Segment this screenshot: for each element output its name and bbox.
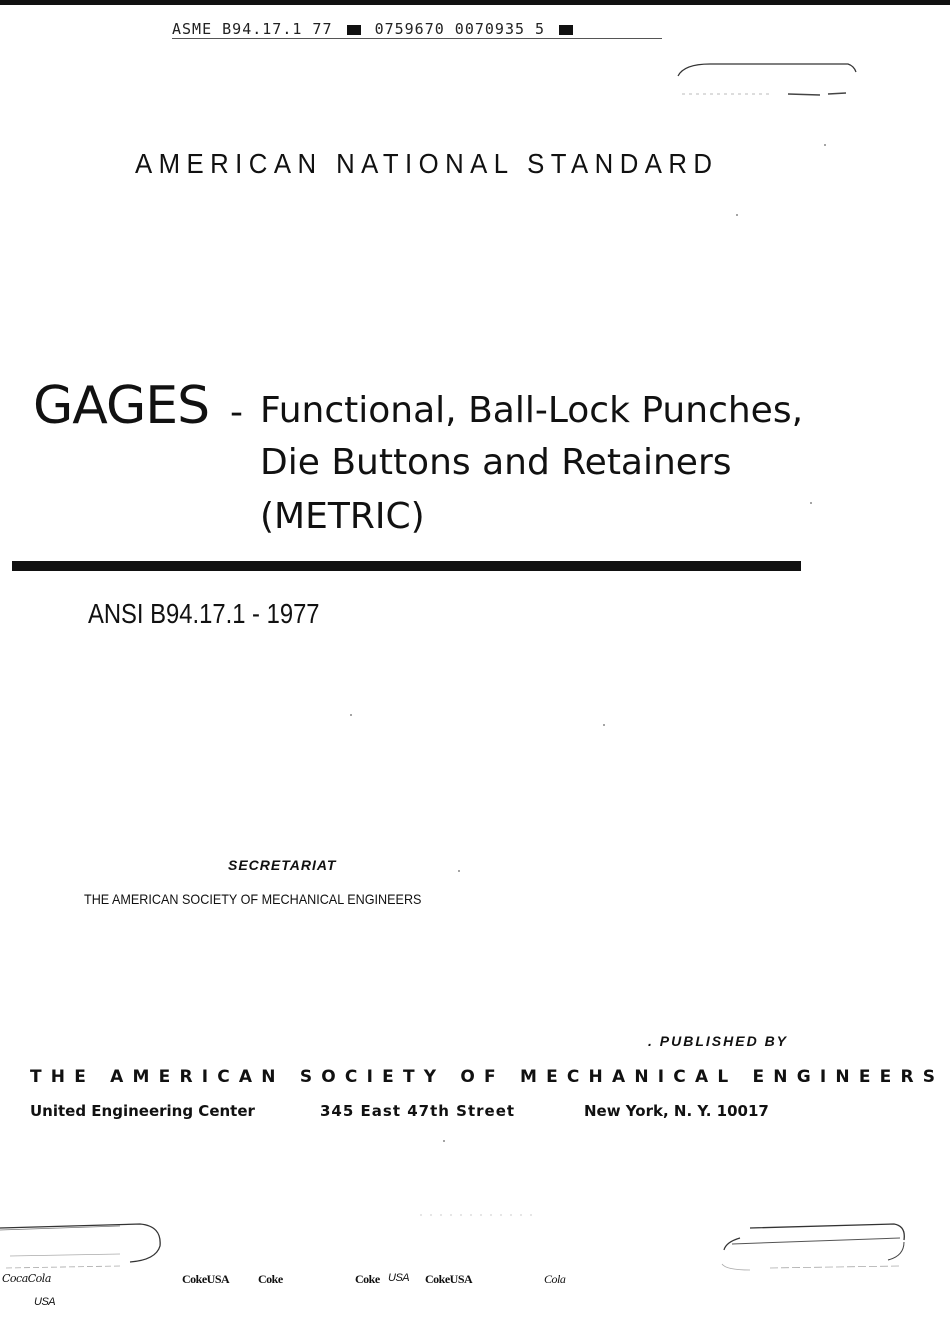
title-dash: - (230, 392, 243, 433)
address-city: New York, N. Y. 10017 (584, 1102, 769, 1120)
top-rule (0, 0, 950, 5)
title-line-1: Functional, Ball-Lock Punches, (260, 390, 804, 431)
footer-word-cokeusa-2: CokeUSA (425, 1272, 473, 1286)
scan-artifact-top-right (670, 58, 860, 103)
footer-brand-sub: USA (34, 1296, 56, 1308)
footer-word-cola: Cola (544, 1272, 566, 1286)
black-block-mark (347, 25, 361, 35)
scan-dot (736, 214, 738, 216)
publisher-name: THE AMERICAN SOCIETY OF MECHANICAL ENGINEERS (30, 1067, 945, 1087)
standard-heading: AMERICAN NATIONAL STANDARD (135, 148, 719, 179)
document-header-code (172, 20, 662, 39)
address-street: 345 East 47th Street (320, 1102, 516, 1120)
footer-word-cokeusa: CokeUSA (182, 1272, 230, 1286)
scan-dot (810, 502, 812, 504)
scan-dot (350, 714, 352, 716)
scan-artifact-bottom-left (0, 1216, 170, 1276)
title-line-3: (METRIC) (260, 496, 425, 537)
footer-brand-logo: CocaCola (2, 1272, 51, 1285)
published-by-label: . PUBLISHED BY (648, 1033, 789, 1049)
scan-dot (603, 724, 605, 726)
scan-artifact-dotted-line (420, 1212, 540, 1218)
footer-word-coke-2: Coke (355, 1272, 380, 1286)
title-divider-rule (12, 561, 801, 571)
scan-dot (824, 144, 826, 146)
footer-word-coke: Coke (258, 1272, 283, 1286)
scan-dot (443, 1140, 445, 1142)
header-code-prefix: ASME B94.17.1 77 (172, 20, 333, 38)
secretariat-organization: THE AMERICAN SOCIETY OF MECHANICAL ENGINEERS (84, 891, 422, 907)
header-code-middle: 0759670 0070935 5 (374, 20, 546, 38)
title-line-2: Die Buttons and Retainers (260, 442, 732, 483)
address-building: United Engineering Center (30, 1102, 255, 1120)
black-block-mark-end (559, 25, 573, 35)
standard-designation: ANSI B94.17.1 - 1977 (88, 598, 320, 629)
scan-artifact-bottom-right (710, 1220, 910, 1280)
footer-word-usa: USA (388, 1272, 410, 1284)
secretariat-label: SECRETARIAT (228, 857, 337, 873)
title-main: GAGES (33, 376, 210, 436)
scan-dot (458, 870, 460, 872)
